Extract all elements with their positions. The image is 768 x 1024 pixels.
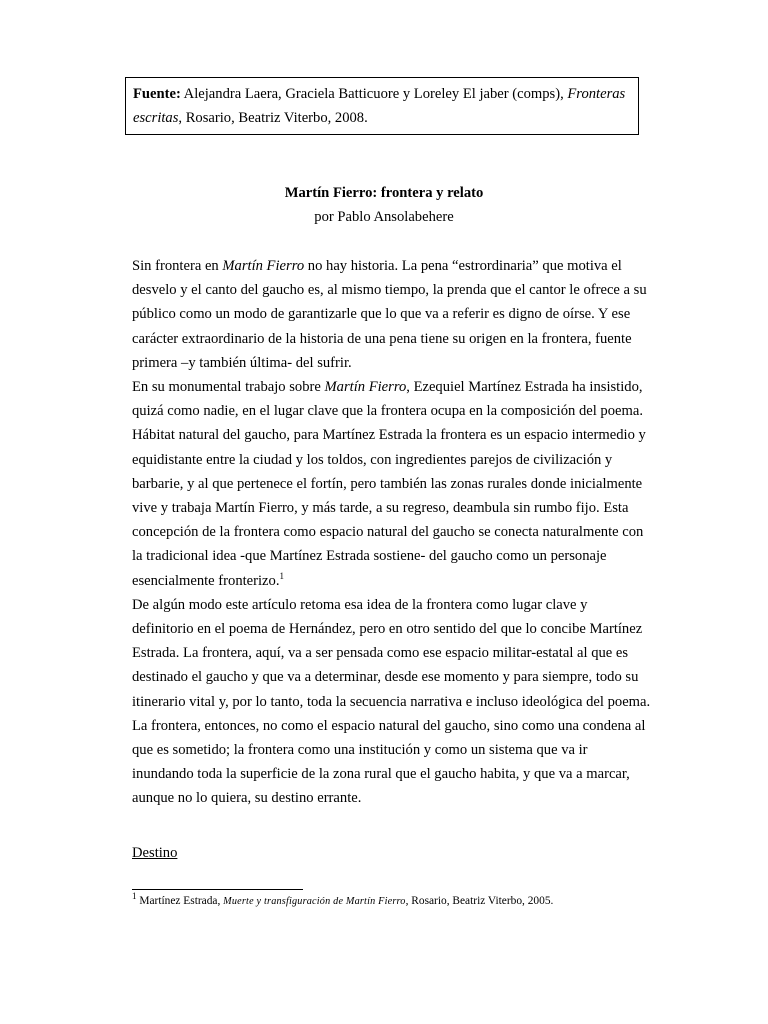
- article-body: [132, 254, 652, 811]
- source-label: Fuente:: [133, 86, 181, 102]
- text-run: , Ezequiel Martínez Estrada ha insistido, quizá como nadie, en el lugar clave que la frontera ocupa en la composición del poema. Hábitat natural del gaucho, para Martínez Estrada la frontera es un espacio intermedio y equidistante entre la ciudad y los toldos, con ingredientes parejos de civilización y barbarie, y al que pertenece el fortín, pero también las zonas rurales donde inicialmente vive y trabaja Martín Fierro, y más tarde, a su regreso, deambula sin rumbo fijo. Esta concepción de la frontera como espacio natural del gaucho se conecta naturalmente con la tradicional idea -que Martínez Estrada sostiene- del gaucho como un personaje esencialmente fronterizo.: [132, 379, 646, 589]
- source-publisher: , Rosario, Beatriz Viterbo, 2008.: [178, 110, 368, 126]
- text-run: En su monumental trabajo sobre: [132, 379, 325, 396]
- article-byline: por Pablo Ansolabehere: [314, 209, 454, 225]
- footnote-divider: [132, 889, 303, 890]
- text-run: Sin frontera en: [132, 258, 223, 274]
- paragraph-1: [132, 254, 652, 375]
- footnote-number: 1: [132, 891, 137, 902]
- source-book-title: Fronteras escritas: [133, 86, 626, 126]
- text-run: Martínez Estrada,: [136, 895, 224, 907]
- italic-title: Muerte y transfiguración de Martín Fierro: [223, 896, 406, 907]
- italic-title: Martín Fierro: [324, 379, 407, 396]
- italic-title: Martín Fierro: [222, 258, 305, 274]
- footnote: [132, 893, 553, 910]
- article-title: Martín Fierro: frontera y relato: [284, 185, 484, 201]
- paragraph-3: De algún modo este artículo retoma esa idea de la frontera como lugar clave y definitorio en el poema de Hernández, pero en otro sentido del que lo concibe Martínez Estrada. La frontera, aquí, va a ser pensada como ese espacio militar-estatal al que es destinado el gaucho y que va a determinar, desde ese momento y para siempre, todo su itinerario vital y, por lo tanto, toda la secuencia narrativa e incluso ideológica del poema. La frontera, entonces, no como el espacio natural del gaucho, sino como una condena al que es sometido; la frontera como una institución y como un sistema que va ir inundando toda la superficie de la zona rural que el gaucho habita, y que va a marcar, aunque no lo quiera, su destino errante.: [132, 596, 651, 807]
- text-run: , Rosario, Beatriz Viterbo, 2005.: [405, 895, 554, 907]
- section-heading: Destino: [132, 845, 178, 861]
- paragraph-2: [132, 375, 652, 593]
- source-citation-box: [125, 77, 639, 135]
- footnote-ref[interactable]: 1: [279, 570, 284, 581]
- source-authors: Alejandra Laera, Graciela Batticuore y Loreley El jaber (comps),: [180, 86, 568, 102]
- text-run: no hay historia. La pena “estrordinaria” que motiva el desvelo y el canto del gaucho es, al mismo tiempo, la prenda que el cantor le ofrece a su público como un modo de garantizarle que lo que va a referir es digno de oírse. Y ese carácter extraordinario de la historia de una pena tiene su origen en la frontera, fuente primera –y también última- del sufrir.: [132, 258, 647, 371]
